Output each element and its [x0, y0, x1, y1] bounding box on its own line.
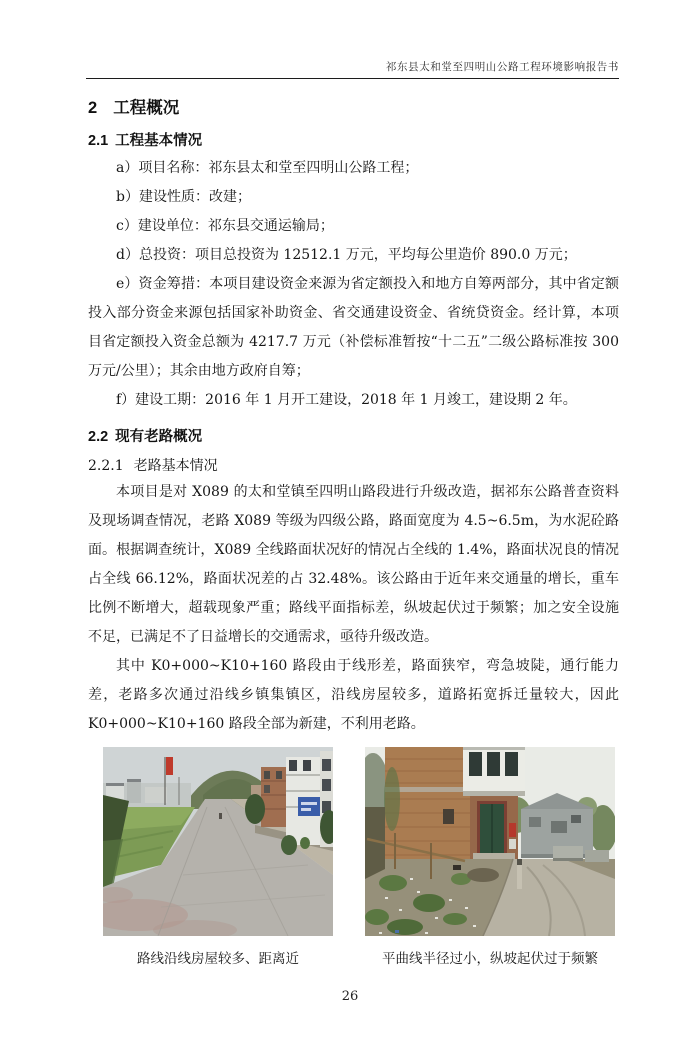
item-f: f）建设工期：2016 年 1 月开工建设，2018 年 1 月竣工，建设期 2 年。	[116, 392, 577, 408]
figure-right	[365, 747, 615, 967]
header-title: 祁东县太和堂至四明山公路工程环境影响报告书	[385, 61, 619, 73]
item-list	[88, 154, 619, 415]
page-number: 26	[341, 989, 359, 1004]
item-d: d）总投资：项目总投资为 12512.1 万元，平均每公里造价 890.0 万元；	[116, 247, 577, 263]
page-footer	[0, 989, 700, 1004]
section-2-1-title: 工程基本情况	[115, 133, 203, 149]
chapter-number: 2	[88, 99, 98, 117]
page-header	[86, 0, 619, 79]
chapter-title: 工程概况	[113, 99, 180, 117]
item-a: a）项目名称：祁东县太和堂至四明山公路工程；	[116, 160, 419, 176]
content-area	[88, 98, 619, 967]
paragraph: 本项目是对 X089 的太和堂镇至四明山路段进行升级改造，据祁东公路普查资料及现场调查情况，老路 X089 等级为四级公路，路面宽度为 4.5~6.5m，为水泥砼路面。根据调查统计，X089 全线路面状况好的情况占全线的 1.4%，路面状况良的情况占全线 66.12%，路面状况差的占 32.48%。该公路由于近年来交通量的增长，重车比例不断增大，超载现象严重；路线平面指标差，纵坡起伏过于频繁；加之安全设施不足，已满足不了日益增长的交通需求，亟待升级改造。	[88, 484, 619, 645]
road-photo	[103, 747, 333, 936]
section-2-1-heading	[88, 132, 619, 151]
building-photo	[365, 747, 615, 936]
section-2-2-heading	[88, 428, 619, 447]
figure-row	[103, 747, 619, 967]
item-b: b）建设性质：改建；	[116, 189, 251, 205]
figure-left-caption: 路线沿线房屋较多、距离近	[137, 951, 299, 967]
figure-right-caption: 平曲线半径过小，纵坡起伏过于频繁	[382, 951, 598, 967]
section-2-1-number: 2.1	[88, 133, 109, 149]
figure-left	[103, 747, 333, 967]
paragraphs	[88, 478, 619, 739]
section-2-2-1-number: 2.2.1	[88, 458, 124, 474]
section-2-2-1-title: 老路基本情况	[133, 458, 218, 474]
section-2-2-title: 现有老路概况	[115, 429, 203, 445]
item-e: e）资金筹措：本项目建设资金来源为省定额投入和地方自筹两部分，其中省定额投入部分资金来源包括国家补助资金、省交通建设资金、省统贷资金。经计算，本项目省定额投入资金总额为 4217.7 万元（补偿标准暂按“十二五”二级公路标准按 300万元/公里）；其余由地方政府自筹；	[88, 276, 619, 379]
item-c: c）建设单位：祁东县交通运输局；	[116, 218, 334, 234]
section-2-2-1-heading	[88, 457, 619, 476]
chapter-heading	[88, 98, 619, 119]
section-2-2-number: 2.2	[88, 429, 109, 445]
paragraph: 其中 K0+000~K10+160 路段由于线形差，路面狭窄，弯急坡陡，通行能力差，老路多次通过沿线乡镇集镇区，沿线房屋较多，道路拓宽拆迁量较大，因此K0+000~K10+160 路段全部为新建，不利用老路。	[88, 658, 619, 732]
